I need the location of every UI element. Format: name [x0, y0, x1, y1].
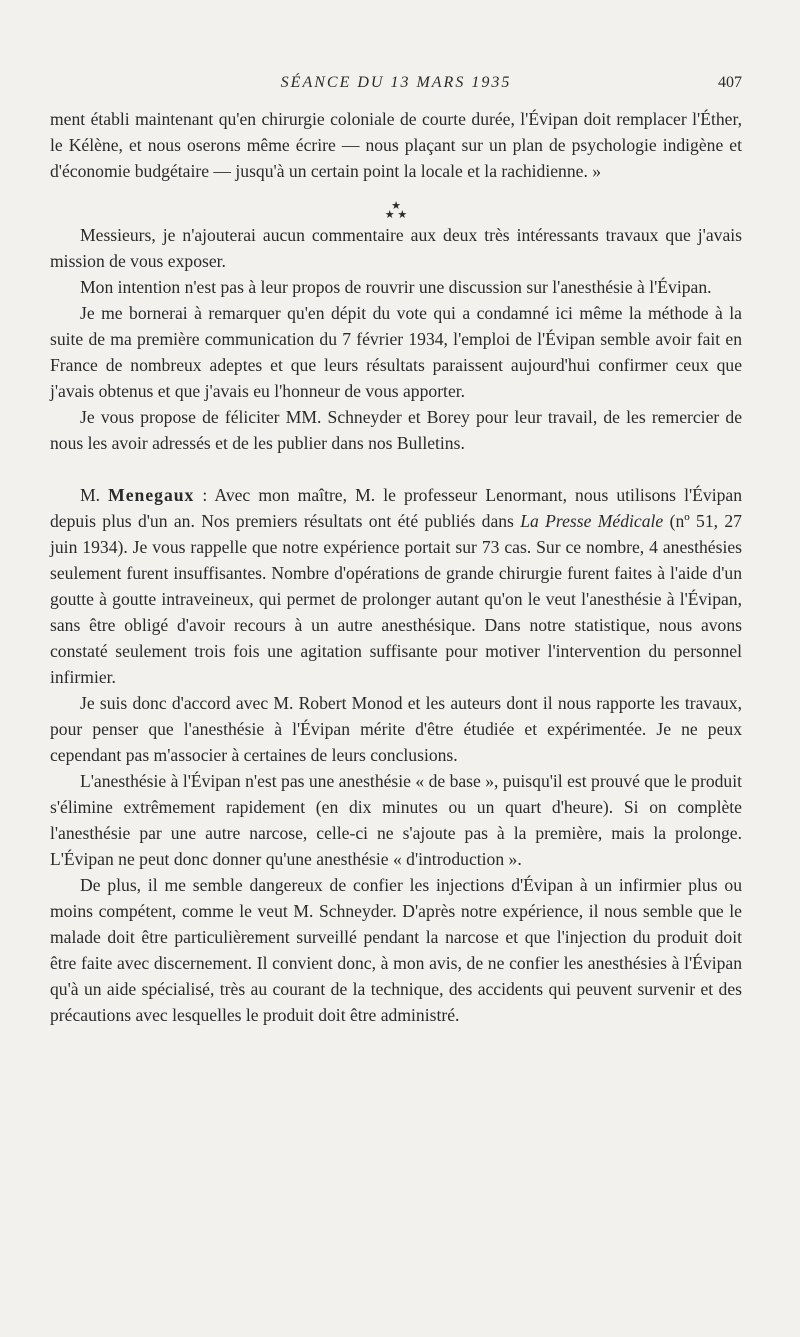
paragraph-6-part-b: (nº 51, 27 juin 1934). Je vous rappelle que notre expérience portait sur 73 cas. Sur ce nombre, 4 anesthésies seulement furent insuffisantes. Nombre d'opérations de grande chirurgie furent faites à l'aide d'un goutte à goutte intraveineux, qui permet de prolonger autant qu'on le veut l'anesthésie à l'Évipan, sans être obligé d'avoir recours à un autre anesthésique. Dans notre statistique, nous avons constaté seulement trois fois une agitation suffisante pour motiver l'intervention du personnel infirmier. — [50, 511, 742, 687]
paragraph-8: L'anesthésie à l'Évipan n'est pas une anesthésie « de base », puisqu'il est prouvé que le produit s'élimine extrêmement rapidement (en dix minutes ou un quart d'heure). Si on complète l'anesthésie par une autre narcose, celle-ci ne s'ajoute pas à la première, mais la prolonge. L'Évipan ne peut donc donner qu'une anesthésie « d'introduction ». — [50, 771, 743, 869]
document-page — [50, 70, 742, 1028]
page-number: 407 — [718, 74, 742, 91]
page-header — [50, 70, 742, 106]
speaker-prefix: M. — [80, 485, 109, 505]
paragraph-3: Mon intention n'est pas à leur propos de rouvrir une discussion sur l'anesthésie à l'Évipan. — [80, 277, 712, 297]
asterism-top: ★ — [391, 200, 401, 212]
running-title: SÉANCE DU 13 MARS 1935 — [280, 74, 512, 91]
paragraph-6 — [50, 482, 742, 690]
paragraph-9: De plus, il me semble dangereux de confier les injections d'Évipan à un infirmier plus ou moins compétent, comme le veut M. Schneyder. D'après notre expérience, il nous semble que le malade doit être particulièrement surveillé pendant la narcose et que l'injection du produit doit être faite avec discernement. Il convient donc, à mon avis, de ne confier les anesthésies à l'Évipan qu'à un aide spécialisé, très au courant de la technique, des accidents qui peuvent survenir et des précautions avec lesquelles le produit doit être administré. — [50, 875, 742, 1025]
paragraph-7: Je suis donc d'accord avec M. Robert Monod et les auteurs dont il nous rapporte les travaux, pour penser que l'anesthésie à l'Évipan mérite d'être étudiée et expérimentée. Je ne peux cependant pas m'associer à certaines de leurs conclusions. — [50, 693, 742, 765]
journal-title: La Presse Médicale — [520, 511, 664, 531]
speaker-name: Menegaux — [108, 485, 195, 505]
paragraph-6-part-a: : Avec mon maître, M. le professeur Lenormant, nous utilisons l'Évipan depuis plus d'un an. Nos premiers résultats ont été publiés dans — [50, 485, 742, 531]
paragraph-1: ment établi maintenant qu'en chirurgie coloniale de courte durée, l'Évipan doit remplacer l'Éther, le Kélène, et nous oserons même écrire — nous plaçant sur un plan de psychologie indigène et d'économie budgétaire — jusqu'à un certain point la locale et la rachidienne. » — [50, 109, 742, 181]
paragraph-4: Je me bornerai à remarquer qu'en dépit du vote qui a condamné ici même la méthode à la suite de ma première communication du 7 février 1934, l'emploi de l'Évipan semble avoir fait en France de nombreux adeptes et que leurs résultats paraissent aujourd'hui confirmer ceux que j'avais obtenus et que j'avais eu l'honneur de vous apporter. — [50, 303, 742, 401]
asterism-bottom: ★ ★ — [384, 209, 408, 221]
paragraph-5: Je vous propose de féliciter MM. Schneyder et Borey pour leur travail, de les remercier de nous les avoir adressés et de les publier dans nos Bulletins. — [50, 407, 742, 453]
asterism — [50, 188, 742, 222]
section-gap — [50, 456, 742, 482]
paragraph-2: Messieurs, je n'ajouterai aucun commentaire aux deux très intéressants travaux que j'avais mission de vous exposer. — [50, 225, 742, 271]
